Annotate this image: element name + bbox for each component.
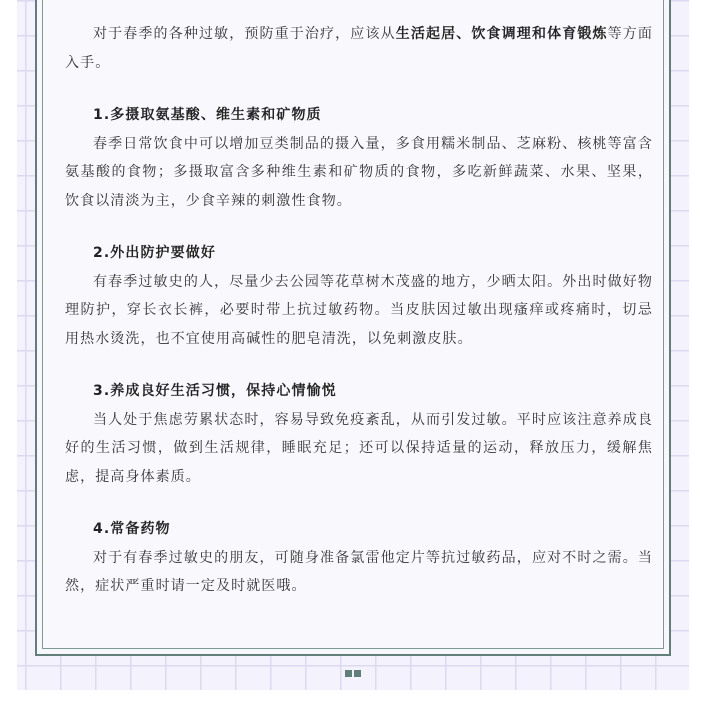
section-2-body: 有春季过敏史的人，尽量少去公园等花草树木茂盛的地方，少晒太阳。外出时做好物理防护，穿长衣长裤，必要时带上抗过敏药物。当皮肤因过敏出现瘙痒或疼痛时，切忌用热水烫洗，也不宜使用高碱性的肥皂清洗，以免刺激皮肤。 bbox=[65, 273, 653, 347]
section-1 bbox=[65, 101, 653, 215]
section-3-body: 当人处于焦虑劳累状态时，容易导致免疫紊乱，从而引发过敏。平时应该注意养成良好的生活习惯，做到生活规律，睡眠充足；还可以保持适量的运动，释放压力，缓解焦虑，提高身体素质。 bbox=[65, 411, 653, 485]
article-card-inner-border bbox=[42, 0, 664, 649]
article-card bbox=[35, 0, 671, 656]
section-1-body: 春季日常饮食中可以增加豆类制品的摄入量，多食用糯米制品、芝麻粉、核桃等富含氨基酸的食物；多摄取富含多种维生素和矿物质的食物，多吃新鲜蔬菜、水果、坚果，饮食以清淡为主，少食辛辣的刺激性食物。 bbox=[65, 135, 653, 209]
intro-paragraph bbox=[65, 20, 653, 77]
section-2-heading: 2.外出防护要做好 bbox=[93, 245, 216, 261]
section-2 bbox=[65, 239, 653, 353]
section-4-heading: 4.常备药物 bbox=[93, 521, 171, 537]
section-3-heading: 3.养成良好生活习惯，保持心情愉悦 bbox=[93, 383, 337, 399]
intro-bold: 生活起居、饮食调理和体育锻炼 bbox=[395, 26, 608, 42]
article-content bbox=[65, 20, 653, 601]
intro-prefix: 对于春季的各种过敏，预防重于治疗，应该从 bbox=[93, 26, 396, 42]
decorative-squares-icon bbox=[343, 669, 363, 679]
square-right-icon bbox=[354, 670, 361, 677]
section-1-heading: 1.多摄取氨基酸、维生素和矿物质 bbox=[93, 107, 322, 123]
section-4 bbox=[65, 515, 653, 601]
square-left-icon bbox=[345, 670, 352, 677]
intro-suffix: 等方面入手。 bbox=[65, 26, 653, 71]
section-4-body: 对于有春季过敏史的朋友，可随身准备氯雷他定片等抗过敏药品，应对不时之需。当然，症状严重时请一定及时就医哦。 bbox=[65, 549, 653, 594]
section-3 bbox=[65, 377, 653, 491]
